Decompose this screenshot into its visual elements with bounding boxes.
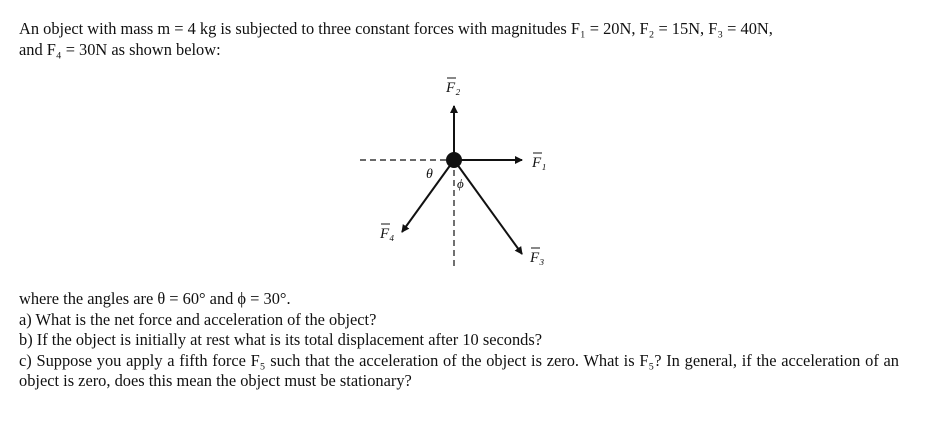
label-f3: F₃ xyxy=(530,250,545,266)
angles-line: where the angles are θ = 60° and ϕ = 30°. xyxy=(19,289,291,308)
label-f1: F₁ xyxy=(532,155,547,171)
object-point xyxy=(446,152,462,168)
part-c: c) Suppose you apply a fifth force F₅ such that the acceleration of the object is zero. What is F₅? In general, if the acceleration of an object is zero, does this mean the object must be stationary? xyxy=(19,350,899,390)
intro-line-1: An object with mass m = 4 kg is subjected to three constant forces with magnitudes F₁ = 20N, F₂ = 15N, F₃ = 40N, xyxy=(19,19,773,38)
part-b: b) If the object is initially at rest what is its total displacement after 10 seconds? xyxy=(19,330,542,349)
label-phi: ϕ xyxy=(457,176,464,191)
label-f4: F₄ xyxy=(380,226,395,242)
part-a: a) What is the net force and acceleration of the object? xyxy=(19,309,377,329)
force-diagram xyxy=(340,70,580,270)
label-f2: F₂ xyxy=(446,80,461,96)
problem-questions xyxy=(19,289,899,392)
intro-line-2: and F₄ = 30N as shown below: xyxy=(19,39,221,59)
vector-f3 xyxy=(454,160,522,254)
problem-intro xyxy=(19,19,773,60)
label-theta: θ xyxy=(426,167,433,182)
